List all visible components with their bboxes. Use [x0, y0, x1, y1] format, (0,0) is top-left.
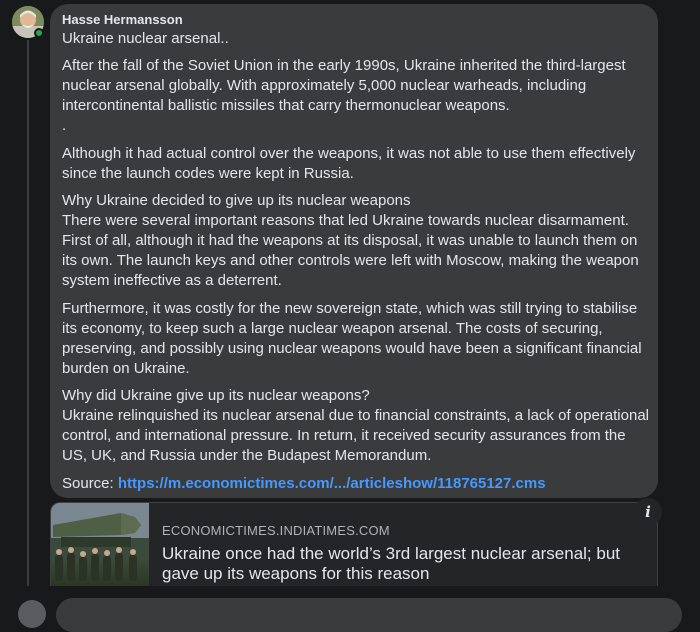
link-preview-card[interactable]: [50, 502, 658, 586]
info-icon[interactable]: i: [634, 498, 662, 526]
comment-paragraph: After the fall of the Soviet Union in the early 1990s, Ukraine inherited the third-largest nuclear arsenal globally. With approximately 5,000 nuclear warheads, including intercontinental ballistic missiles that carry thermonuclear weapons.: [62, 57, 626, 114]
link-preview-title[interactable]: Ukraine once had the world’s 3rd largest nuclear arsenal; but gave up its weapons for this reason: [162, 544, 621, 583]
comment-block: [62, 386, 650, 466]
comment-block: [62, 144, 650, 184]
comment-paragraph: Ukraine relinquished its nuclear arsenal due to financial constraints, a lack of operational control, and international pressure. In return, it received security assurances from the US, UK, and Russia under the Budapest Memorandum.: [62, 407, 649, 464]
thread-line: [27, 40, 29, 586]
comment-block: [62, 116, 650, 136]
link-preview-thumbnail: [51, 503, 149, 586]
comment-line-title: [62, 29, 650, 49]
comment-block: [62, 299, 650, 379]
comment-author[interactable]: Hasse Hermansson: [62, 12, 183, 27]
comment-block: [62, 191, 650, 291]
online-status-dot: [34, 28, 44, 38]
missile-photo-image: [51, 503, 149, 586]
comment-input[interactable]: [56, 598, 682, 632]
comment-paragraph: .: [62, 117, 67, 134]
comment-paragraph: Although it had actual control over the weapons, it was not able to use them effectively since the launch codes were kept in Russia.: [62, 145, 636, 182]
comment-heading: Why did Ukraine give up its nuclear weapons?: [62, 387, 370, 404]
comment-heading: Why Ukraine decided to give up its nuclear weapons: [62, 192, 411, 209]
comment-paragraph: Ukraine nuclear arsenal..: [62, 30, 229, 47]
source-label: Source:: [62, 475, 114, 492]
link-preview-domain: ECONOMICTIMES.INDIATIMES.COM: [162, 523, 390, 538]
bottom-avatar: [18, 600, 46, 628]
comment-block: [62, 56, 650, 116]
source-link[interactable]: https://m.economictimes.com/.../articleshow/118765127.cms: [117, 475, 546, 492]
source-line: [62, 474, 650, 494]
comment-paragraph: Furthermore, it was costly for the new sovereign state, which was still trying to stabilise its economy, to keep such a large nuclear weapon arsenal. The costs of securing, preserving, and possibly using nuclear weapons would have been a significant financial burden on Ukraine.: [62, 300, 642, 377]
comment-paragraph: There were several important reasons that led Ukraine towards nuclear disarmament. First of all, although it had the weapons at its disposal, it was unable to launch them on its own. The launch keys and other controls were left with Moscow, making the weapon system ineffective as a deterrent.: [62, 212, 639, 289]
